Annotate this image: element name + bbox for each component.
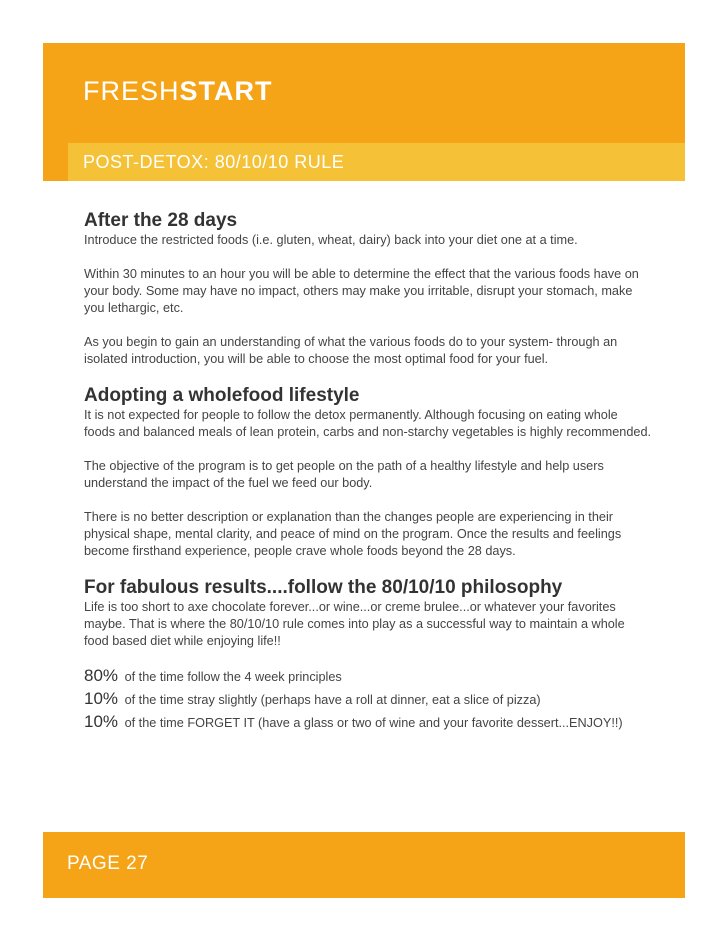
brand-logo — [83, 78, 273, 105]
paragraph: Life is too short to axe chocolate forever...or wine...or creme brulee...or whatever your favorites maybe. That is where the 80/10/10 rule comes into play as a successful way to maintain a whole food based diet while enjoying life!! — [84, 600, 625, 648]
section-after-28-days — [84, 210, 652, 368]
page-number: PAGE 27 — [67, 853, 149, 874]
section-80-10-10 — [84, 577, 652, 650]
section-title: Adopting a wholefood lifestyle — [84, 385, 360, 406]
rule-item — [84, 667, 652, 686]
section-wholefood-lifestyle — [84, 385, 652, 560]
rule-text: of the time FORGET IT (have a glass or two of wine and your favorite dessert...ENJOY!!) — [124, 716, 623, 730]
page-subtitle: POST-DETOX: 80/10/10 RULE — [83, 152, 345, 172]
header-band — [43, 43, 685, 181]
section-title: After the 28 days — [84, 210, 238, 231]
brand-bold-text: START — [179, 76, 273, 106]
rule-percent: 10% — [84, 712, 119, 731]
paragraph: Within 30 minutes to an hour you will be able to determine the effect that the various foods have on your body. Some may have no impact, others may make you irritable, disrupt your stomach, make you lethargic, etc. — [84, 267, 639, 315]
rule-item — [84, 713, 652, 732]
paragraph: As you begin to gain an understanding of what the various foods do to your system- through an isolated introduction, you will be able to choose the most optimal food for your fuel. — [84, 335, 618, 366]
rule-item — [84, 690, 652, 709]
rule-percent: 80% — [84, 666, 119, 685]
rule-text: of the time stray slightly (perhaps have a roll at dinner, eat a slice of pizza) — [124, 693, 541, 707]
footer-band — [43, 832, 685, 898]
brand-light-text: FRESH — [83, 76, 180, 106]
section-title: For fabulous results....follow the 80/10/10 philosophy — [84, 577, 563, 598]
paragraph: There is no better description or explanation than the changes people are experiencing in their physical shape, mental clarity, and peace of mind on the program. Once the results and feelings become firsthand experience, people crave whole foods beyond the 28 days. — [84, 510, 622, 558]
subtitle-bar — [68, 143, 685, 181]
rule-percent: 10% — [84, 689, 119, 708]
paragraph: Introduce the restricted foods (i.e. gluten, wheat, dairy) back into your diet one at a time. — [84, 233, 578, 247]
rules-list — [84, 667, 652, 732]
paragraph: It is not expected for people to follow the detox permanently. Although focusing on eating whole foods and balanced meals of lean protein, carbs and non-starchy vegetables is highly recommended. — [84, 408, 652, 439]
paragraph: The objective of the program is to get people on the path of a healthy lifestyle and help users understand the impact of the fuel we feed our body. — [84, 459, 604, 490]
rule-text: of the time follow the 4 week principles — [124, 670, 342, 684]
content — [84, 210, 652, 736]
